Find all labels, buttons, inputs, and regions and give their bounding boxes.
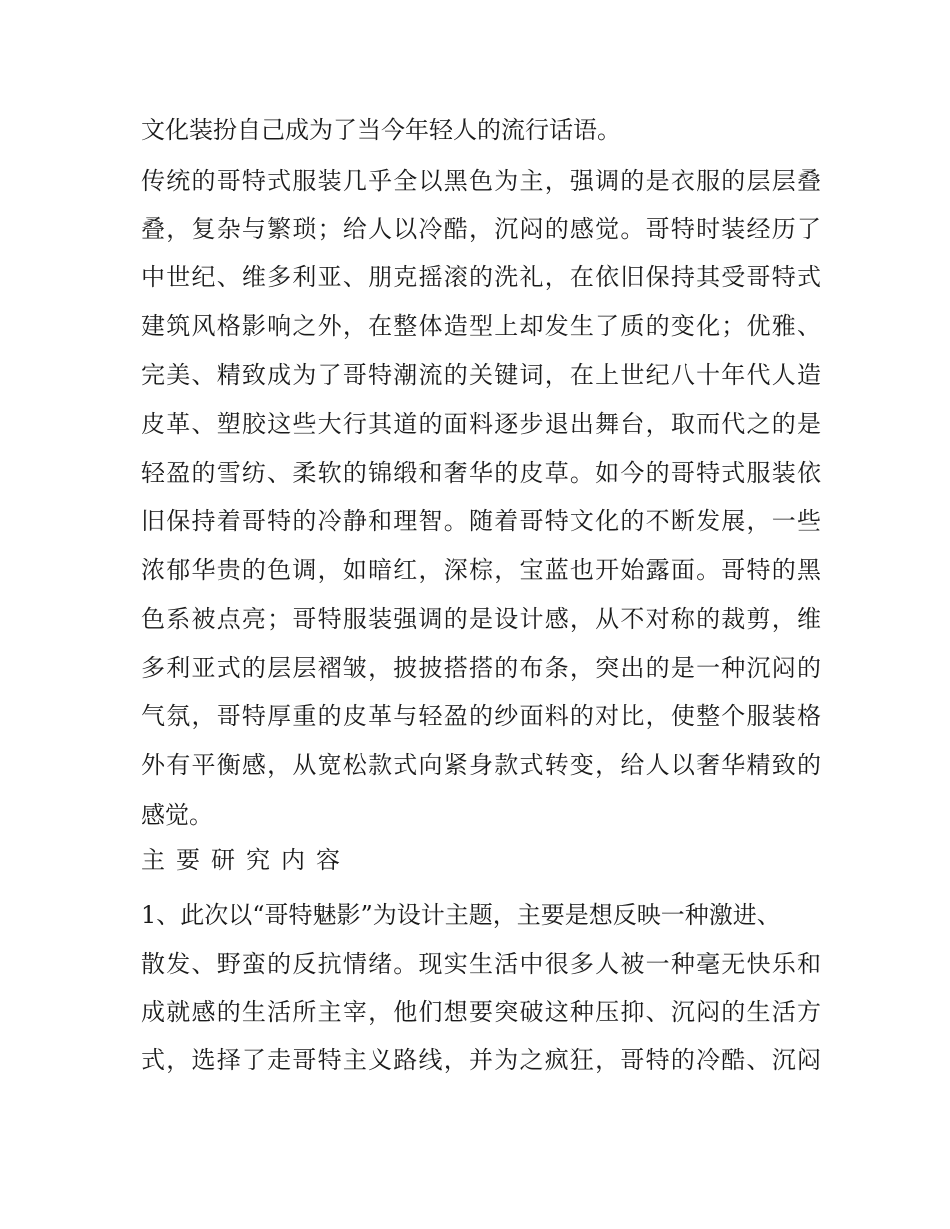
text-line: 中世纪、维多利亚、朋克摇滚的洗礼，在依旧保持其受哥特式 [141,263,821,291]
text-line: 文化装扮自己成为了当今年轻人的流行话语。 [141,116,621,144]
text-line: 轻盈的雪纺、柔软的锦缎和奢华的皮草。如今的哥特式服装依 [141,459,821,487]
text-line: 叠，复杂与繁琐；给人以冷酷，沉闷的感觉。哥特时装经历了 [141,215,821,243]
text-line: 成就感的生活所主宰，他们想要突破这种压抑、沉闷的生活方 [141,998,821,1026]
text-line: 感觉。 [141,801,213,829]
text-line: 外有平衡感，从宽松款式向紧身款式转变，给人以奢华精致的 [141,751,821,779]
section-heading: 主要研究内容 [141,846,351,874]
text-line: 式，选择了走哥特主义路线，并为之疯狂，哥特的冷酷、沉闷 [141,1046,821,1074]
text-line: 旧保持着哥特的冷静和理智。随着哥特文化的不断发展，一些 [141,507,821,535]
text-line: 完美、精致成为了哥特潮流的关键词，在上世纪八十年代人造 [141,361,821,389]
text-line: 1、此次以“哥特魅影”为设计主题，主要是想反映一种激进、 [141,901,781,929]
text-line: 建筑风格影响之外，在整体造型上却发生了质的变化；优雅、 [141,312,821,340]
text-line: 传统的哥特式服装几乎全以黑色为主，强调的是衣服的层层叠 [141,167,821,195]
text-line: 散发、野蛮的反抗情绪。现实生活中很多人被一种毫无快乐和 [141,950,821,978]
text-line: 皮革、塑胶这些大行其道的面料逐步退出舞台，取而代之的是 [141,410,821,438]
text-line: 色系被点亮；哥特服装强调的是设计感，从不对称的裁剪，维 [141,605,821,633]
text-line: 气氛，哥特厚重的皮革与轻盈的纱面料的对比，使整个服装格 [141,702,821,730]
text-line: 浓郁华贵的色调，如暗红，深棕，宝蓝也开始露面。哥特的黑 [141,556,821,584]
text-line: 多利亚式的层层褶皱，披披搭搭的布条，突出的是一种沉闷的 [141,654,821,682]
